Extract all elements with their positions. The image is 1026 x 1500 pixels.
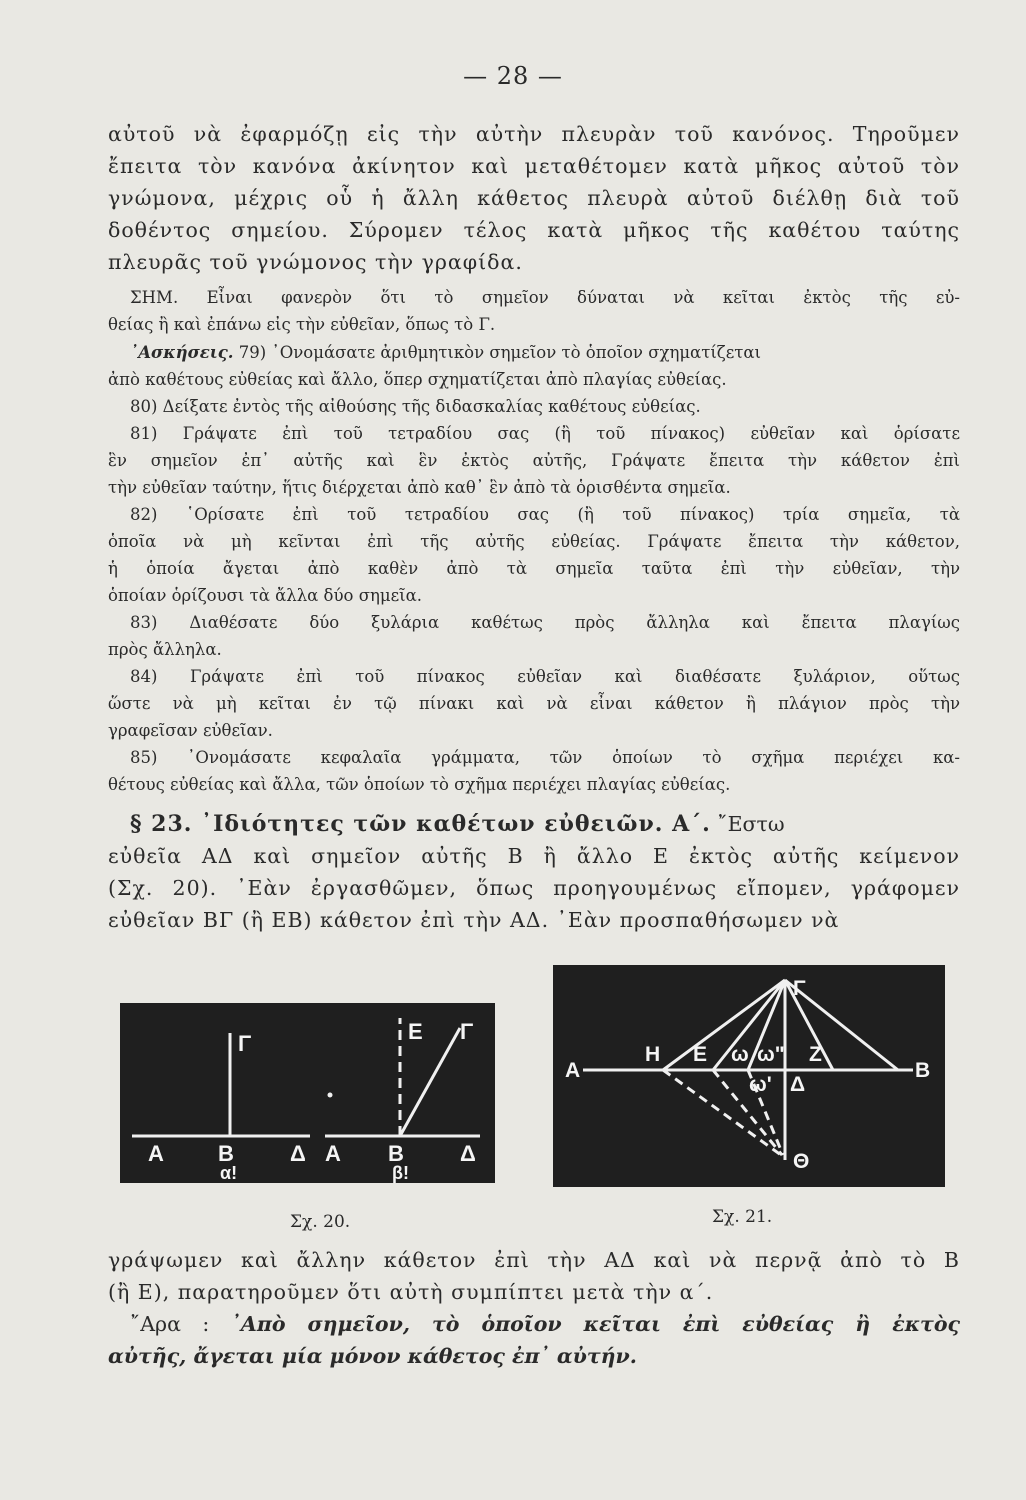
label-th: Θ [793, 1150, 810, 1173]
note-line: θείας ἢ καὶ ἐπάνω εἰς τὴν εὐθεῖαν, ὅπως τὸ Γ. [108, 315, 496, 334]
exercise-line: ὁποίαν ὁρίζουσι τὰ ἄλλα δύο σημεῖα. [108, 586, 422, 605]
section-heading: § 23. ᾿Ιδιότητες τῶν καθέτων εὐθειῶν. Α΄. [130, 811, 711, 837]
exercise-line: ἡ ὁποία ἄγεται ἀπὸ καθὲν ἀπὸ τὰ σημεῖα ταῦτα ἐπὶ τὴν εὐθεῖαν, τὴν [108, 559, 960, 578]
exercises-heading: ᾿Ασκήσεις. [130, 343, 234, 362]
exercise-line: θέτους εὐθείας καὶ ἄλλα, τῶν ὁποίων τὸ σχῆμα περιέχει πλαγίας εὐθείας. [108, 775, 731, 794]
exercise-line: ᾿Ασκήσεις. 79) ᾿Ονομάσατε ἀριθμητικὸν σημεῖον τὸ ὁποῖον σχηματίζεται [130, 343, 762, 362]
label-g: Γ [460, 1019, 474, 1044]
exercise-line: τὴν εὐθεῖαν ταύτην, ἥτις διέρχεται ἀπὸ καθ᾿ ἓν ἀπὸ τὰ ὁρισθέντα σημεῖα. [108, 478, 731, 497]
label-g: Γ [238, 1031, 252, 1056]
exercise-line: 85) ᾿Ονομάσατε κεφαλαῖα γράμματα, τῶν ὁποίων τὸ σχῆμα περιέχει κα- [130, 748, 960, 767]
figure-21-caption: Σχ. 21. [712, 1207, 773, 1227]
note-block [108, 284, 960, 338]
text-line: αὐτοῦ νὰ ἐφαρμόζῃ εἰς τὴν αὐτὴν πλευρὰν τοῦ κανόνος. Τηροῦμεν [108, 122, 960, 146]
label-a: Α [565, 1059, 581, 1082]
label-a: Α [325, 1141, 341, 1166]
text-line: εὐθεῖα ΑΔ καὶ σημεῖον αὐτῆς Β ἢ ἄλλο Ε ἐκτὸς αὐτῆς κείμενον [108, 844, 960, 868]
exercise-line: ἓν σημεῖον ἐπ᾿ αὐτῆς καὶ ἓν ἐκτὸς αὐτῆς, Γράψατε ἔπειτα τὴν κάθετον ἐπὶ [108, 451, 960, 470]
label-b: Β [388, 1141, 404, 1166]
exercise-line: ὁποῖα νὰ μὴ κεῖνται ἐπὶ τῆς αὐτῆς εὐθείας. Γράψατε ἔπειτα τὴν κάθετον, [108, 532, 960, 551]
figure-21-drawing [553, 965, 945, 1187]
text-line: (ἢ Ε), παρατηροῦμεν ὅτι αὐτὴ συμπίπτει μετὰ τὴν α΄. [108, 1280, 714, 1304]
figure-20-drawing [120, 1003, 495, 1183]
exercise-line: πρὸς ἄλληλα. [108, 640, 222, 659]
theorem-text: αὐτῆς, ἄγεται μία μόνον κάθετος ἐπ᾿ αὐτήν. [108, 1344, 637, 1368]
exercise-line: ὥστε νὰ μὴ κεῖται ἐν τῷ πίνακι καὶ νὰ εἶναι κάθετον ἢ πλάγιον πρὸς τὴν [108, 694, 960, 713]
figure-21 [553, 965, 945, 1187]
exercise-line: 84) Γράψατε ἐπὶ τοῦ πίνακος εὐθεῖαν καὶ διαθέσατε ξυλάριον, οὕτως [130, 667, 960, 686]
exercise-line: 82) ῾Ορίσατε ἐπὶ τοῦ τετραδίου σας (ἢ τοῦ πίνακος) τρία σημεῖα, τὰ [130, 505, 960, 524]
label-w: ω [731, 1043, 749, 1066]
text-line: εὐθεῖαν ΒΓ (ἢ ΕΒ) κάθετον ἐπὶ τὴν ΑΔ. ᾿Εὰν προσπαθήσωμεν νὰ [108, 908, 840, 932]
exercise-line: 81) Γράψατε ἐπὶ τοῦ τετραδίου σας (ἢ τοῦ πίνακος) εὐθεῖαν καὶ ὁρίσατε [130, 424, 960, 443]
label-e: Ε [693, 1043, 708, 1066]
label-g: Γ [793, 977, 806, 1000]
text-line: ἔπειτα τὸν κανόνα ἀκίνητον καὶ μεταθέτομεν κατὰ μῆκος αὐτοῦ τὸν [108, 154, 960, 178]
theorem-text: ᾿Απὸ σημεῖον, τὸ ὁποῖον κεῖται ἐπὶ εὐθείας ἢ ἐκτὸς [230, 1312, 960, 1336]
text-line: (Σχ. 20). ᾿Εὰν ἐργασθῶμεν, ὅπως προηγουμένως εἴπομεν, γράφομεν [108, 876, 960, 900]
label-z: Ζ [809, 1043, 822, 1066]
label-e: Ε [408, 1019, 423, 1044]
figure-20 [120, 1003, 495, 1183]
note-line: ΣΗΜ. Εἶναι φανερὸν ὅτι τὸ σημεῖον δύναται νὰ κεῖται ἐκτὸς τῆς εὐ- [130, 288, 960, 307]
label-alpha: α! [220, 1163, 238, 1183]
label-d: Δ [460, 1141, 476, 1166]
text-line: πλευρᾶς τοῦ γνώμονος τὴν γραφίδα. [108, 250, 523, 274]
theorem-line [108, 1308, 960, 1340]
theorem-line [108, 1340, 960, 1372]
label-b: Β [218, 1141, 234, 1166]
label-b: Β [915, 1059, 931, 1082]
label-d: Δ [290, 1141, 306, 1166]
page-number: — 28 — [463, 62, 563, 90]
label-w1: ω' [749, 1073, 772, 1096]
label-h: Η [645, 1043, 661, 1066]
closing-block [108, 1244, 960, 1372]
section-first-line: § 23. ᾿Ιδιότητες τῶν καθέτων εὐθειῶν. Α΄. ῎Εστω [130, 811, 785, 837]
label-beta: β! [392, 1163, 409, 1183]
label-a: Α [148, 1141, 164, 1166]
intro-paragraph [108, 118, 960, 278]
exercise-line: ἀπὸ καθέτους εὐθείας καὶ ἄλλο, ὅπερ σχηματίζεται ἀπὸ πλαγίας εὐθείας. [108, 370, 727, 389]
exercise-line: γραφεῖσαν εὐθεῖαν. [108, 721, 273, 740]
text-line: γράψωμεν καὶ ἄλλην κάθετον ἐπὶ τὴν ΑΔ καὶ νὰ περνᾷ ἀπὸ τὸ Β [108, 1248, 960, 1272]
exercise-line: 80) Δείξατε ἐντὸς τῆς αἰθούσης τῆς διδασκαλίας καθέτους εὐθείας. [130, 397, 701, 416]
exercises-block [108, 339, 960, 798]
label-w2: ω" [757, 1043, 785, 1066]
figure-20-caption: Σχ. 20. [290, 1212, 351, 1232]
ara-label: ῎Αρα : [130, 1312, 210, 1336]
section-23 [108, 808, 960, 936]
exercise-line: 83) Διαθέσατε δύο ξυλάρια καθέτως πρὸς ἄλληλα καὶ ἔπειτα πλαγίως [130, 613, 960, 632]
text-line: γνώμονα, μέχρις οὗ ἡ ἄλλη κάθετος πλευρὰ αὐτοῦ διέλθῃ διὰ τοῦ [108, 186, 960, 210]
text-line: δοθέντος σημείου. Σύρομεν τέλος κατὰ μῆκος τῆς καθέτου ταύτης [108, 218, 960, 242]
label-d: Δ [790, 1073, 806, 1096]
